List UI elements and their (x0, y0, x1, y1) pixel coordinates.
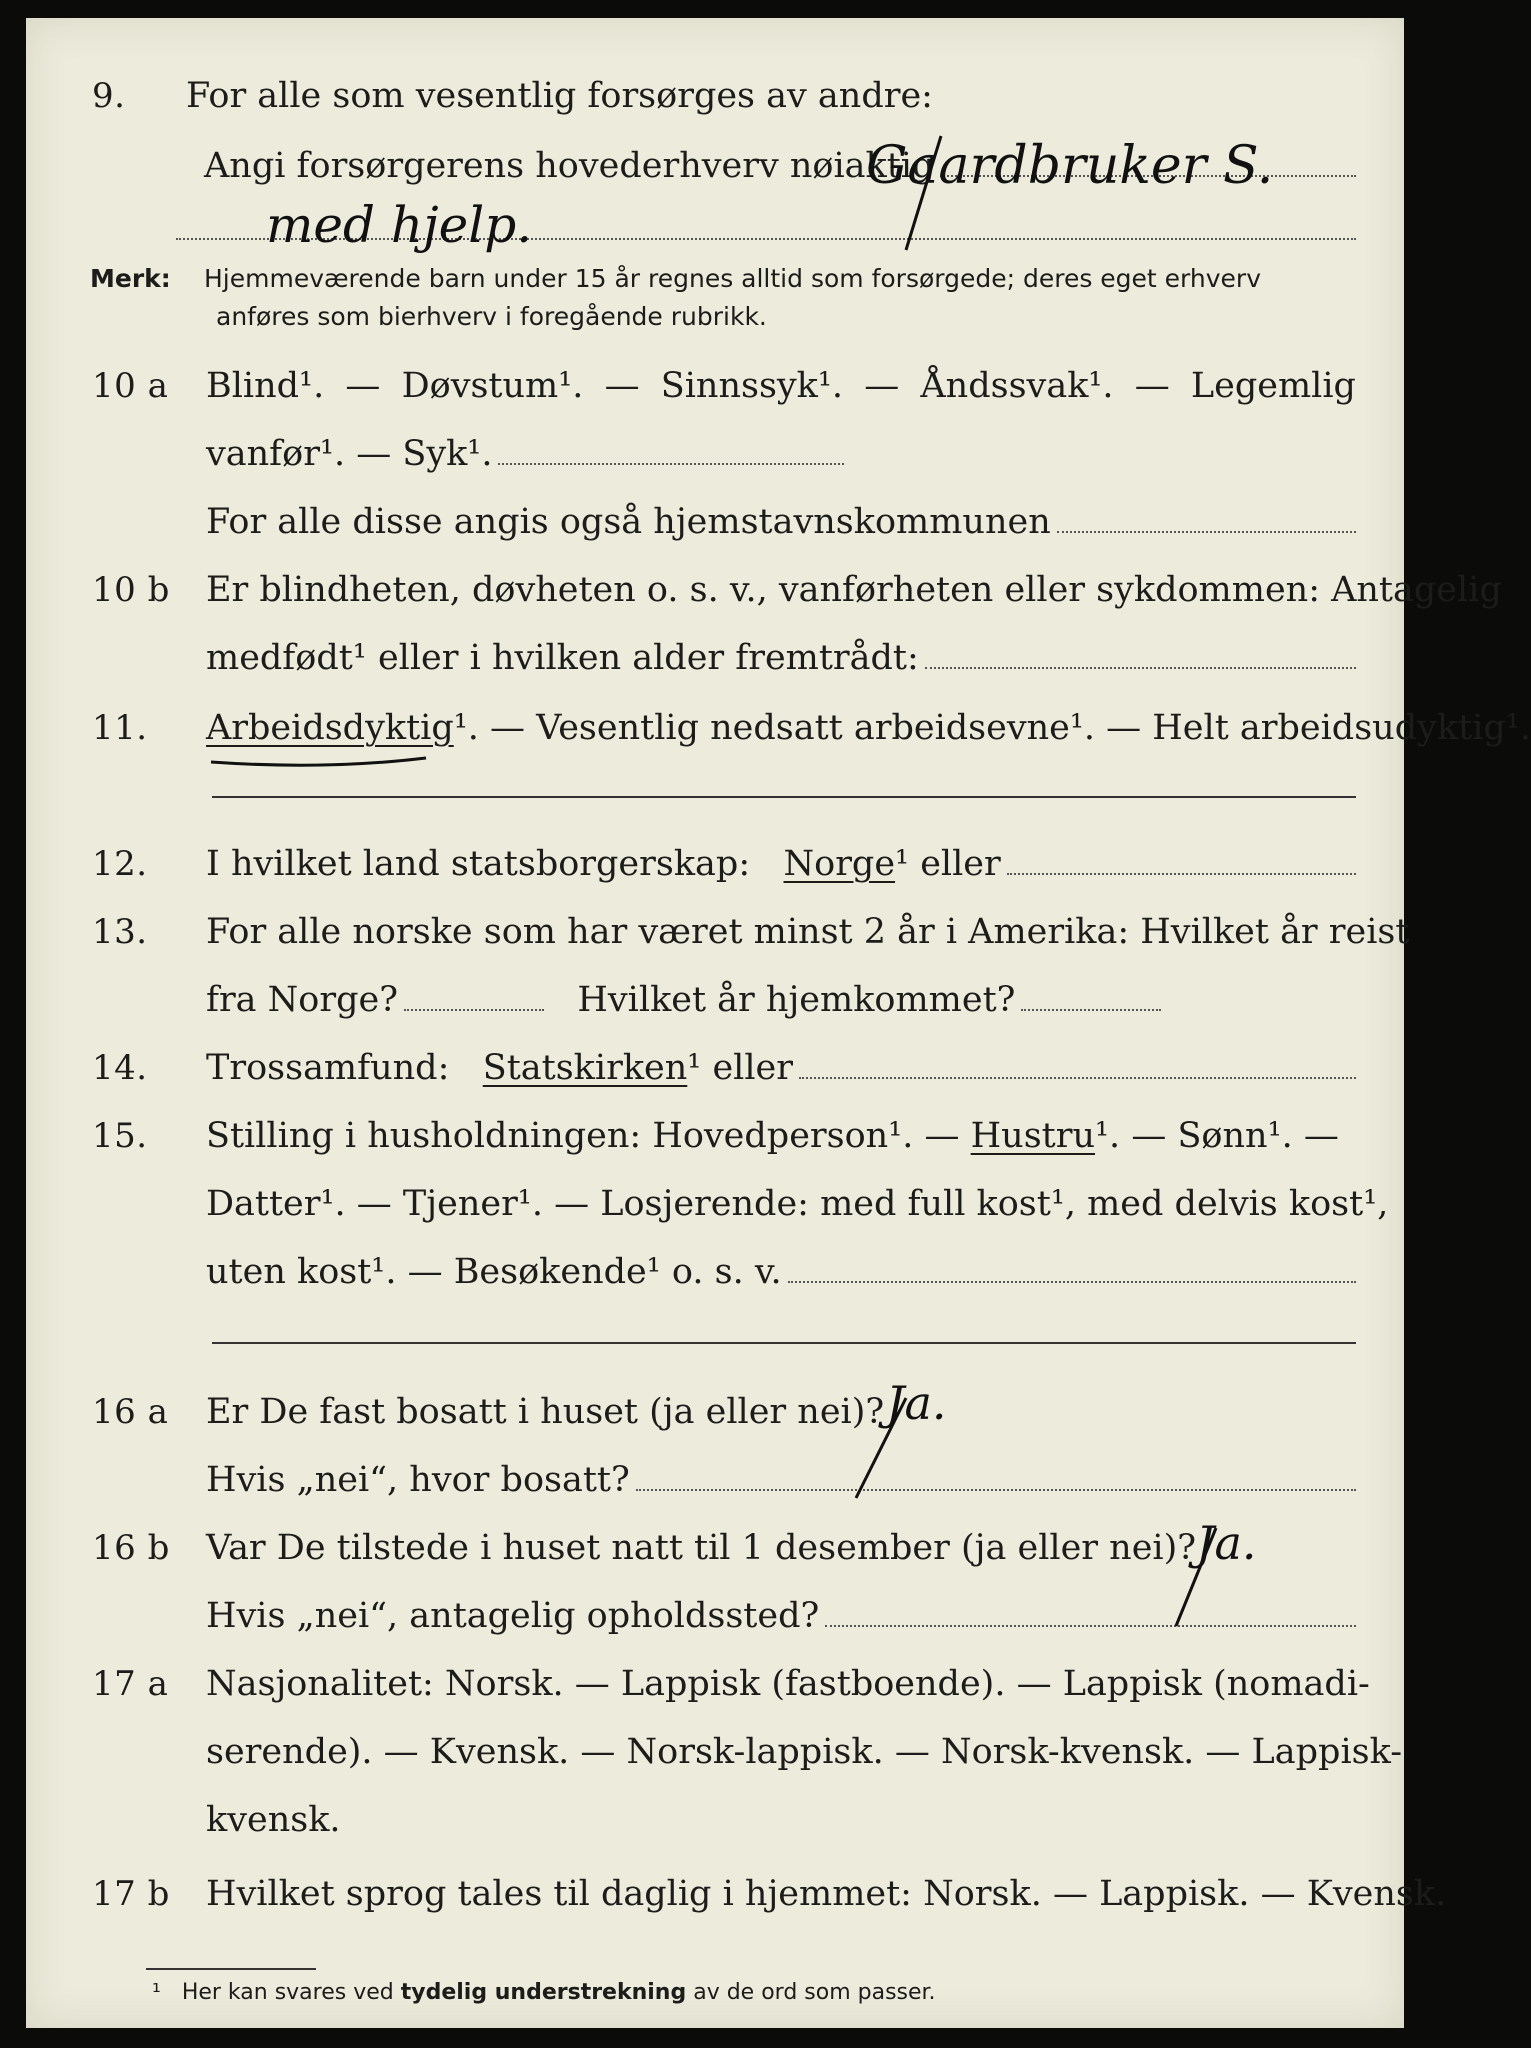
q16a-line-1: Er De fast bosatt i huset (ja eller nei)? (206, 1392, 885, 1432)
q14-pre: Trossamfund: (206, 1048, 450, 1088)
q15-line-2: Datter¹. — Tjener¹. — Losjerende: med full kost¹, med delvis kost¹, (206, 1184, 1389, 1224)
q10a-row-2 (26, 434, 1404, 490)
merk-text-1: Hjemmeværende barn under 15 år regnes alltid som forsørgede; deres eget erhverv (204, 264, 1261, 293)
q10b-row-1 (26, 570, 1502, 626)
q10b-number: 10 b (92, 570, 170, 610)
q17a-row-2 (26, 1732, 1404, 1788)
q13-hjemkommet-field[interactable] (1021, 981, 1161, 1011)
q14-opt-statskirken[interactable]: Statskirken (482, 1048, 688, 1088)
q10a-line-3: For alle disse angis også hjemstavnskommunen (206, 502, 1051, 542)
q15-line-3: uten kost¹. — Besøkende¹ o. s. v. (206, 1252, 782, 1292)
q15-line-1a: Stilling i husholdningen: Hovedperson¹. — (206, 1116, 960, 1156)
q16a-handwritten-answer: Ja. (886, 1376, 947, 1430)
q16a-line-2: Hvis „nei“, hvor bosatt? (206, 1460, 630, 1500)
q9-row-1 (26, 76, 1404, 132)
q16b-line-2: Hvis „nei“, antagelig opholdssted? (206, 1596, 820, 1636)
q13-reist-field[interactable] (404, 981, 544, 1011)
q11-number: 11. (92, 708, 148, 748)
q16a-bosatt-field[interactable] (636, 1461, 1356, 1491)
q9-line-1: For alle som vesentlig forsørges av andre: (186, 76, 933, 116)
q17b-number: 17 b (92, 1874, 170, 1914)
q12-pre: I hvilket land statsborgerskap: (206, 844, 751, 884)
q10b-line-2: medfødt¹ eller i hvilken alder fremtrådt: (206, 638, 919, 678)
q15-row-2 (26, 1184, 1404, 1240)
q17b-line-1: Hvilket sprog tales til daglig i hjemmet: Norsk. — Lappisk. — Kvensk. (206, 1874, 1447, 1914)
q12-opt-norge[interactable]: Norge (783, 844, 896, 884)
q17a-row-1 (26, 1664, 1404, 1720)
census-form-page (26, 18, 1531, 2028)
q15-row-1 (26, 1116, 1404, 1172)
q13-row-2 (26, 980, 1404, 1036)
q16b-row-2 (26, 1596, 1404, 1652)
q10a-options (206, 366, 1356, 406)
merk-note-2 (26, 302, 1404, 358)
q10a-dash-2: — (604, 366, 640, 406)
q11-row (26, 708, 1531, 764)
q15-answer-line (212, 1342, 1356, 1344)
q10a-row-3 (26, 502, 1404, 558)
q16a-row-1 (26, 1392, 1404, 1448)
q12-post: ¹ eller (895, 844, 1001, 884)
q17a-line-3: kvensk. (206, 1800, 341, 1840)
q13-line-2b: Hvilket år hjemkommet? (577, 980, 1016, 1020)
q10a-opt-legemlig[interactable]: Legemlig (1190, 366, 1356, 406)
q13-line-2a: fra Norge? (206, 980, 398, 1020)
q16b-handwritten-answer: Ja. (1196, 1516, 1257, 1570)
q15-line-1b: ¹. — Sønn¹. — (1095, 1116, 1339, 1156)
merk-label: Merk: (90, 264, 171, 293)
footnote-mark: ¹ (152, 1980, 161, 2005)
q14-post: ¹ eller (687, 1048, 793, 1088)
footnote-text-bold: tydelig understrekning (400, 1980, 687, 2005)
q15-number: 15. (92, 1116, 148, 1156)
footnote (152, 1980, 936, 2005)
q10a-line-2: vanfør¹. — Syk¹. (206, 434, 493, 474)
q17b-row (26, 1874, 1447, 1930)
q14-trossamfund-field[interactable] (799, 1049, 1356, 1079)
q11-opt-arbeidsdyktig[interactable]: Arbeidsdyktig (206, 708, 454, 748)
q16a-number: 16 a (92, 1392, 169, 1432)
q10b-alder-field[interactable] (925, 639, 1356, 669)
q10a-dash-3: — (864, 366, 900, 406)
q10a-dash-1: — (345, 366, 381, 406)
q16b-line-1: Var De tilstede i huset natt til 1 desember (ja eller nei)? (206, 1528, 1197, 1568)
q15-row-3 (26, 1252, 1404, 1308)
q10a-number: 10 a (92, 366, 169, 406)
q13-line-1: For alle norske som har været minst 2 år i Amerika: Hvilket år reist (206, 912, 1410, 952)
q10a-row-1 (26, 366, 1404, 422)
q16a-row-2 (26, 1460, 1404, 1516)
q14-number: 14. (92, 1048, 148, 1088)
q12-land-field[interactable] (1007, 845, 1356, 875)
q16b-number: 16 b (92, 1528, 170, 1568)
q10a-opt-sinnssyk[interactable]: Sinnssyk¹. (660, 366, 844, 406)
q10a-opt-dovstum[interactable]: Døvstum¹. (401, 366, 584, 406)
q9-number: 9. (92, 76, 126, 116)
q17a-number: 17 a (92, 1664, 169, 1704)
q13-row-1 (26, 912, 1410, 968)
merk-text-2: anføres som bierhverv i foregående rubrikk. (216, 302, 767, 331)
q17a-line-1: Nasjonalitet: Norsk. — Lappisk (fastboende). — Lappisk (nomadi- (206, 1664, 1370, 1704)
q10a-hjemstavn-field[interactable] (1057, 503, 1356, 533)
q11-answer-line (212, 796, 1356, 798)
footnote-text-post: av de ord som passer. (686, 1980, 936, 2005)
q15-other-field[interactable] (788, 1253, 1356, 1283)
q10b-line-1: Er blindheten, døvheten o. s. v., vanførheten eller sykdommen: Antagelig (206, 570, 1502, 610)
q12-row (26, 844, 1404, 900)
q17a-row-3 (26, 1800, 1404, 1856)
q9-line-2: Angi forsørgerens hovederhverv nøiaktig (204, 146, 935, 186)
q10a-syk-field[interactable] (498, 435, 844, 465)
q12-number: 12. (92, 844, 148, 884)
q13-number: 13. (92, 912, 148, 952)
footnote-text-pre: Her kan svares ved (181, 1980, 401, 2005)
q15-opt-hustru[interactable]: Hustru (970, 1116, 1096, 1156)
q17a-line-2: serende). — Kvensk. — Norsk-lappisk. — Norsk-kvensk. — Lappisk- (206, 1732, 1403, 1772)
q16b-opholdssted-field[interactable] (825, 1597, 1356, 1627)
q10a-opt-andssvak[interactable]: Åndssvak¹. (920, 366, 1114, 406)
q11-rest: ¹. — Vesentlig nedsatt arbeidsevne¹. — Helt arbeidsudyktig¹. (453, 708, 1531, 748)
q14-row (26, 1048, 1404, 1104)
q10a-dash-4: — (1134, 366, 1170, 406)
q9-handwritten-answer: Gaardbruker S. (866, 136, 1274, 196)
q9-handwritten-answer-2: med hjelp. (266, 196, 533, 254)
footnote-rule (146, 1968, 316, 1970)
q10a-opt-blind[interactable]: Blind¹. (206, 366, 325, 406)
q10b-row-2 (26, 638, 1404, 694)
